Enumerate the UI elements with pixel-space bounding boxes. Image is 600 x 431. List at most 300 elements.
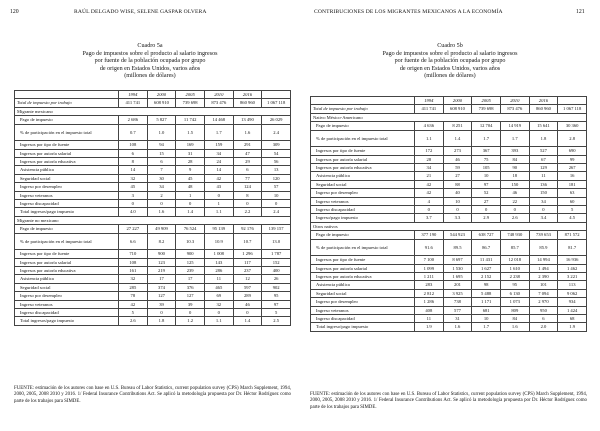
table-cell: 12 704: [472, 122, 501, 130]
row-label: Total de impuesto por trabajo: [15, 99, 119, 107]
row-label: Pago de impuesto: [15, 116, 119, 124]
table-cell: 1.1: [204, 208, 233, 216]
year-header-cell: 2005: [176, 91, 205, 99]
table-cell: 465: [204, 283, 233, 291]
table-cell: 48: [176, 183, 205, 191]
table-cell: 1.6: [443, 323, 472, 331]
table-cell: 577: [443, 306, 472, 314]
table-cell: 92 176: [233, 225, 262, 233]
table-cell: 26 029: [262, 116, 291, 124]
table-cell: 68: [558, 314, 587, 322]
table-cell: 4: [415, 197, 444, 205]
row-label: Ingreso discapacidad: [15, 199, 119, 207]
year-header-cell: 2010: [500, 97, 529, 105]
table-cell: 34: [204, 149, 233, 157]
table-cell: 377 190: [415, 231, 444, 239]
table-row: [311, 122, 587, 130]
running-head: CONTRIBUCIONES DE LOS MIGRANTES MEXICANOS A LA ECONOMÍA: [314, 9, 503, 15]
table-cell: 5 488: [472, 289, 501, 297]
table-cell: 2 686: [119, 116, 148, 124]
caption-title-line: de origen en Estados Unidos, varios años: [399, 65, 501, 72]
table-cell: 739 698: [472, 105, 501, 113]
table-cell: 1 073: [500, 298, 529, 306]
table-cell: 8 697: [443, 256, 472, 264]
table-row: [311, 163, 587, 171]
table-cell: 27: [472, 197, 501, 205]
table-cell: 2.2: [233, 208, 262, 216]
table-cell: 0: [233, 308, 262, 316]
table-cell: 47: [233, 149, 262, 157]
table-cell: 1 067 118: [558, 105, 587, 113]
table-cell: 75: [472, 155, 501, 163]
table-cell: 748 930: [500, 231, 529, 239]
table-row: [311, 197, 587, 205]
table-cell: 0: [119, 199, 148, 207]
row-label: Pago de impuesto: [311, 122, 415, 130]
table-cell: 1 462: [558, 264, 587, 272]
row-label: Seguridad social: [15, 283, 119, 291]
header-blank-cell: [15, 91, 119, 99]
table-cell: 873 476: [500, 105, 529, 113]
table-cell: 638 727: [472, 231, 501, 239]
table-cell: 681: [472, 306, 501, 314]
table-cell: 95: [262, 292, 291, 300]
table-cell: 59: [443, 163, 472, 171]
data-table: [310, 96, 587, 332]
table-cell: 28: [415, 155, 444, 163]
table-cell: 597: [233, 283, 262, 291]
table-row: [311, 130, 587, 147]
table-row: [311, 189, 587, 197]
section-title: Migrante no mexicano: [15, 216, 291, 224]
row-label: Ingresos por autoría salarial: [15, 258, 119, 266]
table-row: [311, 180, 587, 188]
table-cell: 14 994: [529, 256, 558, 264]
table-cell: 2 812: [415, 289, 444, 297]
year-header-cell: 2000: [147, 91, 176, 99]
table-cell: 2 970: [529, 298, 558, 306]
year-header-cell: 2016: [529, 97, 558, 105]
table-cell: 10: [472, 314, 501, 322]
table-cell: 1 211: [415, 272, 444, 280]
table-cell: 1: [204, 199, 233, 207]
table-cell: 4.5: [558, 214, 587, 222]
table-cell: 42: [415, 189, 444, 197]
table-cell: 11: [529, 172, 558, 180]
table-cell: 9: [176, 166, 205, 174]
table-cell: 43: [204, 183, 233, 191]
table-row: [15, 225, 291, 233]
table-cell: 950: [529, 306, 558, 314]
row-label: Ingreso por desempleo: [311, 298, 415, 306]
right-page: [300, 0, 600, 431]
table-cell: 0: [147, 308, 176, 316]
table-cell: 3 221: [558, 272, 587, 280]
table-cell: 2.6: [119, 317, 148, 325]
table-row: [15, 300, 291, 308]
table-cell: 690: [558, 147, 587, 155]
table-cell: 2.5: [262, 317, 291, 325]
row-label: Ingresos por autoría salarial: [311, 155, 415, 163]
total-row: [15, 99, 291, 107]
table-cell: 46: [233, 300, 262, 308]
table-cell: 98: [472, 281, 501, 289]
table-cell: 2 390: [529, 272, 558, 280]
table-cell: 7 100: [415, 256, 444, 264]
table-cell: 608 910: [443, 105, 472, 113]
table-cell: 1 494: [529, 264, 558, 272]
table-cell: 17: [147, 275, 176, 283]
table-row: [311, 298, 587, 306]
table-cell: 152: [262, 258, 291, 266]
table-cell: 0: [204, 191, 233, 199]
table-cell: 1.7: [500, 130, 529, 147]
table-cell: 161: [119, 266, 148, 274]
table-cell: 14 468: [204, 116, 233, 124]
caption-title-line: Pago de impuestos sobre el producto al salario ingresos: [82, 50, 218, 57]
table-cell: 28: [176, 157, 205, 165]
table-cell: 0: [415, 205, 444, 213]
table-caption: [0, 43, 300, 81]
table-cell: 286: [204, 266, 233, 274]
table-cell: 113: [558, 281, 587, 289]
table-cell: 60: [558, 197, 587, 205]
table-cell: 10.3: [176, 233, 205, 250]
row-label: % de participación en el impuesto total: [15, 233, 119, 250]
table-cell: 1.0: [147, 124, 176, 141]
table-cell: 127: [147, 292, 176, 300]
table-row: [15, 157, 291, 165]
table-cell: 3 925: [443, 289, 472, 297]
table-row: [15, 124, 291, 141]
table-cell: 0: [500, 205, 529, 213]
row-label: % de participación en el impuesto total: [311, 130, 415, 147]
table-cell: 2: [147, 191, 176, 199]
table-cell: 239: [176, 266, 205, 274]
row-label: Ingresos por tipo de fuente: [311, 147, 415, 155]
footnote: FUENTE: estimación de los autores con base en U.S. Bureau of Labor Statistics, current population survey (CPS) March Supplement, 1994, 2000, 2005, 2008 2010 y 2016. 1/ Federal Insurance Contributions Act. Se aplicó la metodología propuesta por Dr. Héctor Rodríguez como parte de los trabajos para SIMDE.: [14, 386, 291, 404]
running-head: RAÚL DELGADO WISE, SELENE GASPAR OLVERA: [74, 9, 207, 15]
table-row: [15, 199, 291, 207]
table-cell: 95 139: [204, 225, 233, 233]
table-cell: 42: [204, 174, 233, 182]
table-cell: 374: [147, 283, 176, 291]
table-cell: 97: [262, 300, 291, 308]
table-cell: 1.2: [176, 317, 205, 325]
table-cell: 2.4: [262, 124, 291, 141]
table-cell: 15 641: [529, 122, 558, 130]
table-cell: 85.9: [529, 239, 558, 256]
table-cell: 108: [119, 258, 148, 266]
table-cell: 12: [233, 275, 262, 283]
table-cell: 2 152: [472, 272, 501, 280]
table-cell: 27: [443, 172, 472, 180]
row-label: Total ingresos/pago impuesto: [15, 317, 119, 325]
table-cell: 40: [443, 189, 472, 197]
table-cell: 309: [262, 141, 291, 149]
table-row: [15, 174, 291, 182]
table-cell: 10: [472, 172, 501, 180]
table-cell: 860 960: [233, 99, 262, 107]
table-cell: 76 524: [176, 225, 205, 233]
table-cell: 143: [204, 258, 233, 266]
section-header-row: [15, 216, 291, 224]
table-row: [311, 214, 587, 222]
row-label: Ingreso discapacidad: [311, 314, 415, 322]
table-cell: 84: [500, 314, 529, 322]
table-cell: 24: [204, 157, 233, 165]
table-cell: 49 909: [147, 225, 176, 233]
table-cell: 400: [262, 266, 291, 274]
table-row: [311, 306, 587, 314]
row-label: Ingresos por autoría educativa: [15, 157, 119, 165]
table-cell: 17: [176, 275, 205, 283]
table-cell: 5: [119, 308, 148, 316]
table-cell: 739 653: [529, 231, 558, 239]
table-cell: 11: [204, 275, 233, 283]
table-row: [15, 208, 291, 216]
table-cell: 78: [119, 292, 148, 300]
table-cell: 1 099: [415, 264, 444, 272]
table-cell: 411 741: [119, 99, 148, 107]
table-cell: 6: [119, 149, 148, 157]
table-cell: 56: [262, 157, 291, 165]
table-cell: 30: [147, 174, 176, 182]
table-row: [15, 149, 291, 157]
table-cell: 6: [233, 166, 262, 174]
table-cell: 2.4: [262, 208, 291, 216]
table-cell: 1 171: [472, 298, 501, 306]
table-cell: 0: [233, 199, 262, 207]
table-cell: 1.7: [472, 323, 501, 331]
row-label: Pago de impuesto: [15, 225, 119, 233]
table-cell: 3: [119, 191, 148, 199]
section-title: Nativo México-Americano: [311, 113, 587, 121]
table-cell: 34: [147, 183, 176, 191]
table-row: [15, 183, 291, 191]
table-cell: 0: [262, 199, 291, 207]
table-cell: 99: [558, 155, 587, 163]
table-cell: 46: [500, 189, 529, 197]
table-cell: 6 130: [500, 289, 529, 297]
table-cell: 14: [204, 166, 233, 174]
table-cell: 21: [415, 172, 444, 180]
table-cell: 108: [119, 141, 148, 149]
table-cell: 97: [472, 180, 501, 188]
table-cell: 5: [262, 308, 291, 316]
table-cell: 1 008: [204, 250, 233, 258]
caption-title-line: por fuente de la población ocupada por grupo: [394, 58, 506, 64]
table-cell: 86.7: [472, 239, 501, 256]
table-cell: 42: [415, 180, 444, 188]
table-cell: 900: [176, 250, 205, 258]
table-cell: 5: [558, 205, 587, 213]
table-row: [15, 166, 291, 174]
table-cell: 9 062: [558, 289, 587, 297]
table-cell: 1.7: [204, 124, 233, 141]
row-label: Ingresos por tipo de fuente: [15, 141, 119, 149]
page-number: 121: [576, 9, 585, 15]
table-row: [15, 191, 291, 199]
page-number: 120: [10, 9, 19, 15]
table-cell: 3.4: [529, 214, 558, 222]
table-cell: 900: [147, 250, 176, 258]
table-cell: 1: [176, 191, 205, 199]
table-caption: [300, 43, 600, 81]
table-cell: 411 741: [415, 105, 444, 113]
table-cell: 54: [262, 149, 291, 157]
table-cell: 237: [233, 266, 262, 274]
table-cell: 34: [415, 163, 444, 171]
table-cell: 139 157: [262, 225, 291, 233]
table-cell: 81.7: [558, 239, 587, 256]
caption-title-line: por fuente de la población ocupada por grupo: [94, 58, 206, 64]
row-label: Seguridad social: [311, 180, 415, 188]
table-cell: 1 067 118: [262, 99, 291, 107]
table-row: [15, 283, 291, 291]
table-cell: 13.0: [262, 233, 291, 250]
section-header-row: [311, 222, 587, 230]
table-cell: 90: [500, 163, 529, 171]
table-cell: 1.6: [233, 124, 262, 141]
table-cell: 376: [176, 283, 205, 291]
header-blank-cell: [311, 97, 415, 105]
table-cell: 169: [176, 141, 205, 149]
table-cell: 39: [147, 300, 176, 308]
table-cell: 136: [529, 180, 558, 188]
table-cell: 31: [176, 149, 205, 157]
table-cell: 14: [119, 166, 148, 174]
table-cell: 39: [176, 300, 205, 308]
year-header-cell: 2000: [443, 97, 472, 105]
row-label: % de participación en el impuesto total: [15, 124, 119, 141]
table-row: [15, 141, 291, 149]
table-cell: 13 490: [233, 116, 262, 124]
row-label: Ingreso veteranos: [311, 197, 415, 205]
table-cell: 63: [558, 189, 587, 197]
table-row: [15, 317, 291, 325]
table-row: [311, 264, 587, 272]
table-cell: 0: [529, 205, 558, 213]
header-blank-cell: [262, 91, 291, 99]
table-cell: 4.0: [119, 208, 148, 216]
table-cell: 6.6: [119, 233, 148, 250]
table-cell: 29: [233, 157, 262, 165]
table-cell: 12 018: [500, 256, 529, 264]
table-cell: 809: [500, 306, 529, 314]
row-label: Total de impuesto por trabajo: [311, 105, 415, 113]
table-row: [311, 289, 587, 297]
section-title: Migrante mexicano: [15, 107, 291, 115]
table-cell: 11: [415, 314, 444, 322]
table-cell: 527: [529, 147, 558, 155]
table-cell: 32: [204, 300, 233, 308]
table-cell: 15: [147, 149, 176, 157]
table-row: [15, 275, 291, 283]
table-cell: 105: [472, 163, 501, 171]
table-cell: 57: [262, 183, 291, 191]
table-cell: 0: [176, 308, 205, 316]
section-title: Otros nativos: [311, 222, 587, 230]
table-cell: 1 424: [558, 306, 587, 314]
table-row: [311, 155, 587, 163]
table-cell: 88: [443, 180, 472, 188]
table-row: [311, 172, 587, 180]
table-cell: 34: [529, 197, 558, 205]
table-cell: 8.2: [147, 233, 176, 250]
row-label: Total ingresos/pago impuesto: [15, 208, 119, 216]
table-cell: 0: [443, 205, 472, 213]
total-row: [311, 105, 587, 113]
table-cell: 45: [119, 183, 148, 191]
table-cell: 26: [262, 275, 291, 283]
table-cell: 46: [443, 155, 472, 163]
table-cell: 1.8: [529, 130, 558, 147]
table-cell: 608 910: [147, 99, 176, 107]
row-label: Ingreso por desempleo: [15, 183, 119, 191]
table-cell: 129: [529, 163, 558, 171]
table-cell: 42: [119, 300, 148, 308]
table-cell: 10: [262, 191, 291, 199]
table-cell: 3.3: [443, 214, 472, 222]
table-cell: 1.6: [147, 208, 176, 216]
table-cell: 10.7: [233, 233, 262, 250]
table-cell: 117: [233, 258, 262, 266]
table-cell: 84: [500, 155, 529, 163]
year-header-row: [311, 97, 587, 105]
table-cell: 69: [204, 292, 233, 300]
row-label: Asistencia pública: [15, 275, 119, 283]
year-header-cell: 1994: [119, 91, 148, 99]
row-label: Ingreso discapacidad: [311, 205, 415, 213]
table-cell: 5 827: [147, 116, 176, 124]
data-table: [14, 90, 291, 326]
row-label: Ingresos por autoría educativa: [311, 272, 415, 280]
table-cell: 2.8: [558, 130, 587, 147]
year-header-cell: 2016: [233, 91, 262, 99]
row-label: Ingresos por autoría salarial: [15, 149, 119, 157]
table-cell: 1.6: [500, 323, 529, 331]
table-row: [311, 205, 587, 213]
caption-title-line: de origen en Estados Unidos, varios años: [99, 65, 201, 72]
table-cell: 739 698: [176, 99, 205, 107]
table-cell: 1.7: [472, 130, 501, 147]
row-label: Ingresos por autoría educativa: [15, 266, 119, 274]
table-cell: 291: [233, 141, 262, 149]
table-cell: 860 960: [529, 105, 558, 113]
table-cell: 0: [472, 205, 501, 213]
table-cell: 8 251: [443, 122, 472, 130]
year-header-cell: 1994: [415, 97, 444, 105]
row-label: Ingresos por autoría educativa: [311, 163, 415, 171]
table-cell: 159: [204, 141, 233, 149]
caption-title-line: (millones de dólares): [424, 73, 476, 79]
table-row: [311, 314, 587, 322]
row-label: Asistencia pública: [311, 281, 415, 289]
table-cell: 871 572: [558, 231, 587, 239]
row-label: Ingreso discapacidad: [15, 308, 119, 316]
table-cell: 1 787: [262, 250, 291, 258]
table-cell: 3.7: [415, 214, 444, 222]
table-cell: 85.7: [500, 239, 529, 256]
table-cell: 1.4: [233, 317, 262, 325]
table-cell: 89.5: [443, 239, 472, 256]
table-cell: 2.0: [529, 323, 558, 331]
table-cell: 4 636: [415, 122, 444, 130]
table-cell: 0: [176, 199, 205, 207]
table-cell: 219: [147, 266, 176, 274]
caption-title-line: (millones de dólares): [124, 73, 176, 79]
